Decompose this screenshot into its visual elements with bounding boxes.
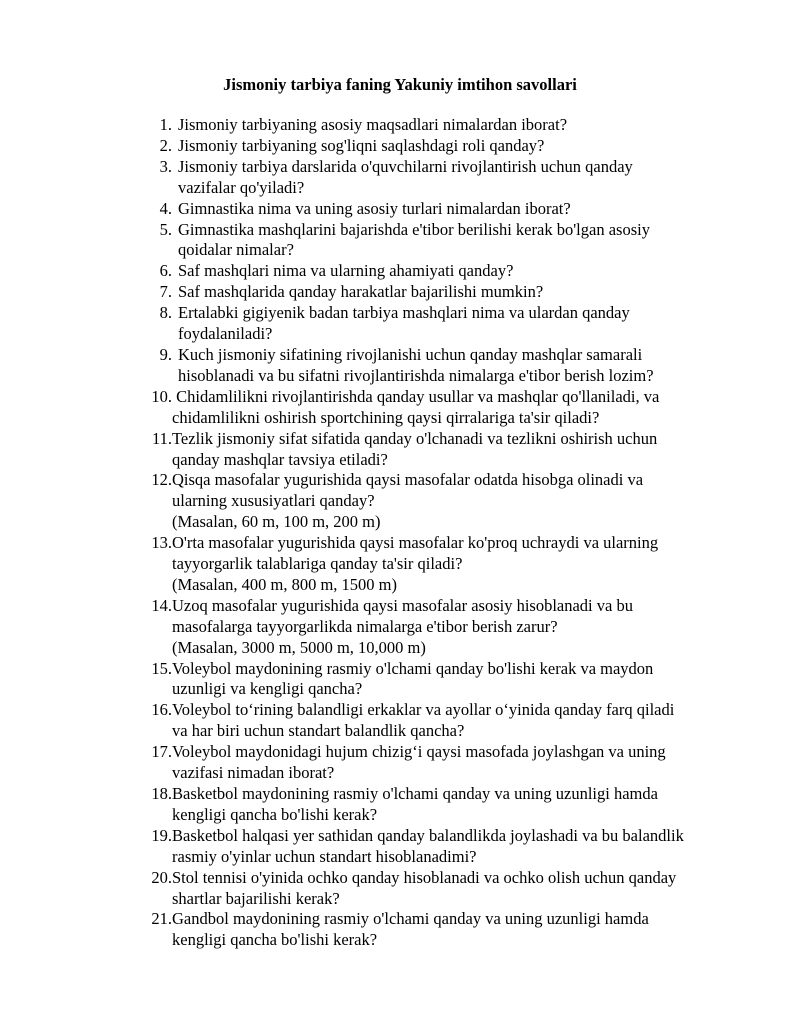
question-text-line: Voleybol maydonidagi hujum chizig‘i qaysi masofada joylashgan va uning — [172, 742, 666, 762]
question-text-line: Basketbol halqasi yer sathidan qanday balandlikda joylashadi va bu balandlik — [172, 825, 684, 845]
question-number: 17. — [151, 742, 172, 762]
question-item — [142, 136, 762, 157]
question-text — [172, 429, 762, 471]
question-text — [172, 596, 762, 659]
question-text-line: Gandbol maydonining rasmiy o'lchami qanday va uning uzunligi hamda — [172, 909, 649, 929]
question-text-line: qoidalar nimalar? — [178, 240, 294, 260]
question-text-line: masofalarga tayyorgarlikda nimalarga e'tibor berish zarur? — [172, 616, 558, 636]
question-text-line: shartlar bajarilishi kerak? — [172, 888, 340, 908]
question-text-line: (Masalan, 400 m, 800 m, 1500 m) — [172, 574, 398, 594]
question-text-line: Uzoq masofalar yugurishida qaysi masofalar asosiy hisoblanadi va bu — [172, 595, 633, 615]
question-item — [142, 157, 762, 199]
question-item — [142, 826, 762, 868]
question-number: 11. — [151, 428, 172, 448]
question-text — [178, 157, 762, 199]
question-item — [142, 220, 762, 262]
question-list — [142, 115, 762, 951]
question-number: 3. — [159, 156, 172, 176]
question-number: 16. — [151, 700, 172, 720]
question-text-line: (Masalan, 60 m, 100 m, 200 m) — [172, 512, 381, 532]
question-text-line: Saf mashqlari nima va ularning ahamiyati qanday? — [178, 261, 514, 281]
question-text — [178, 303, 762, 345]
question-text-line: Jismoniy tarbiyaning asosiy maqsadlari nimalardan iborat? — [178, 115, 568, 134]
question-item — [142, 784, 762, 826]
question-number: 8. — [159, 303, 172, 323]
question-text-line: kengligi qancha bo'lishi kerak? — [172, 804, 378, 824]
question-text — [172, 784, 762, 826]
question-text-line: (Masalan, 3000 m, 5000 m, 10,000 m) — [172, 637, 426, 657]
question-item — [142, 596, 762, 659]
question-number: 13. — [151, 533, 172, 553]
question-text-line: Saf mashqlarida qanday harakatlar bajarilishi mumkin? — [178, 282, 544, 302]
question-number: 19. — [151, 825, 172, 845]
question-number: 18. — [151, 784, 172, 803]
question-text — [178, 220, 762, 262]
question-item — [142, 282, 762, 303]
question-item — [142, 909, 762, 951]
question-text-line: tayyorgarlik talablariga qanday ta'sir qiladi? — [172, 554, 463, 574]
question-text-line: Basketbol maydonining rasmiy o'lchami qanday va uning uzunligi hamda — [172, 784, 658, 803]
question-number: 10. — [151, 386, 172, 406]
question-text — [172, 909, 762, 951]
question-text-line: vazifalar qo'yiladi? — [178, 177, 305, 197]
question-number: 6. — [159, 261, 172, 281]
question-item — [142, 868, 762, 910]
question-item — [142, 659, 762, 701]
question-text — [178, 136, 762, 157]
question-text-line: foydalaniladi? — [178, 324, 273, 344]
question-item — [142, 115, 762, 136]
question-text — [178, 345, 762, 387]
question-text-line: Gimnastika mashqlarini bajarishda e'tibor berilishi kerak bo'lgan asosiy — [178, 219, 650, 239]
question-text — [172, 470, 762, 533]
question-text-line: Qisqa masofalar yugurishida qaysi masofalar odatda hisobga olinadi va — [172, 470, 644, 490]
question-text-line: Kuch jismoniy sifatining rivojlanishi uchun qanday mashqlar samarali — [178, 344, 643, 364]
question-text — [172, 742, 762, 784]
question-item — [142, 429, 762, 471]
question-text — [178, 115, 762, 136]
question-text-line: Tezlik jismoniy sifat sifatida qanday o'lchanadi va tezlikni oshirish uchun — [172, 428, 658, 448]
question-item — [142, 533, 762, 596]
question-text-line: vazifasi nimadan iborat? — [172, 763, 335, 783]
question-item — [142, 261, 762, 282]
question-text — [172, 533, 762, 596]
question-number: 5. — [159, 219, 172, 239]
question-number: 2. — [159, 135, 172, 155]
question-text-line: rasmiy o'yinlar uchun standart hisoblanadimi? — [172, 846, 477, 866]
question-number: 1. — [159, 115, 172, 134]
question-text — [178, 261, 762, 282]
question-number: 21. — [151, 909, 172, 929]
question-text — [172, 387, 762, 429]
question-text-line: ularning xususiyatlari qanday? — [172, 491, 375, 511]
question-text — [172, 659, 762, 701]
question-text-line: va har biri uchun standart balandlik qancha? — [172, 721, 465, 741]
question-number: 7. — [159, 282, 172, 302]
question-number: 9. — [159, 344, 172, 364]
question-number: 12. — [151, 470, 172, 490]
question-text-line: kengligi qancha bo'lishi kerak? — [172, 930, 378, 950]
question-text-line: Ertalabki gigiyenik badan tarbiya mashqlari nima va ulardan qanday — [178, 303, 630, 323]
question-text-line: Chidamlilikni rivojlantirishda qanday usullar va mashqlar qo'llaniladi, va — [172, 386, 660, 406]
question-text — [172, 868, 762, 910]
question-text — [172, 700, 762, 742]
question-text-line: qanday mashqlar tavsiya etiladi? — [172, 449, 388, 469]
question-number: 4. — [159, 198, 172, 218]
question-text-line: Jismoniy tarbiya darslarida o'quvchilarni rivojlantirish uchun qanday — [178, 156, 633, 176]
question-text-line: O'rta masofalar yugurishida qaysi masofalar ko'proq uchraydi va ularning — [172, 533, 659, 553]
question-text-line: Jismoniy tarbiyaning sog'liqni saqlashdagi roli qanday? — [178, 135, 545, 155]
question-item — [142, 387, 762, 429]
question-item — [142, 303, 762, 345]
question-item — [142, 700, 762, 742]
question-text — [178, 199, 762, 220]
question-item — [142, 199, 762, 220]
question-text-line: chidamlilikni oshirish sportchining qaysi qirralariga ta'sir qiladi? — [172, 407, 600, 427]
question-text-line: hisoblanadi va bu sifatni rivojlantirishda nimalarga e'tibor berish lozim? — [178, 365, 654, 385]
question-text-line: Gimnastika nima va uning asosiy turlari nimalardan iborat? — [178, 198, 571, 218]
question-text — [178, 282, 762, 303]
document-title: Jismoniy tarbiya faning Yakuniy imtihon savollari — [223, 75, 577, 94]
question-number: 14. — [151, 595, 172, 615]
question-item — [142, 345, 762, 387]
question-item — [142, 470, 762, 533]
question-text — [172, 826, 762, 868]
question-text-line: Voleybol maydonining rasmiy o'lchami qanday bo'lishi kerak va maydon — [172, 658, 654, 678]
question-item — [142, 742, 762, 784]
question-number: 15. — [151, 658, 172, 678]
question-number: 20. — [151, 867, 172, 887]
question-text-line: Voleybol to‘rining balandligi erkaklar va ayollar o‘yinida qanday farq qiladi — [172, 700, 675, 720]
question-text-line: uzunligi va kengligi qancha? — [172, 679, 363, 699]
question-text-line: Stol tennisi o'yinida ochko qanday hisoblanadi va ochko olish uchun qanday — [172, 867, 677, 887]
